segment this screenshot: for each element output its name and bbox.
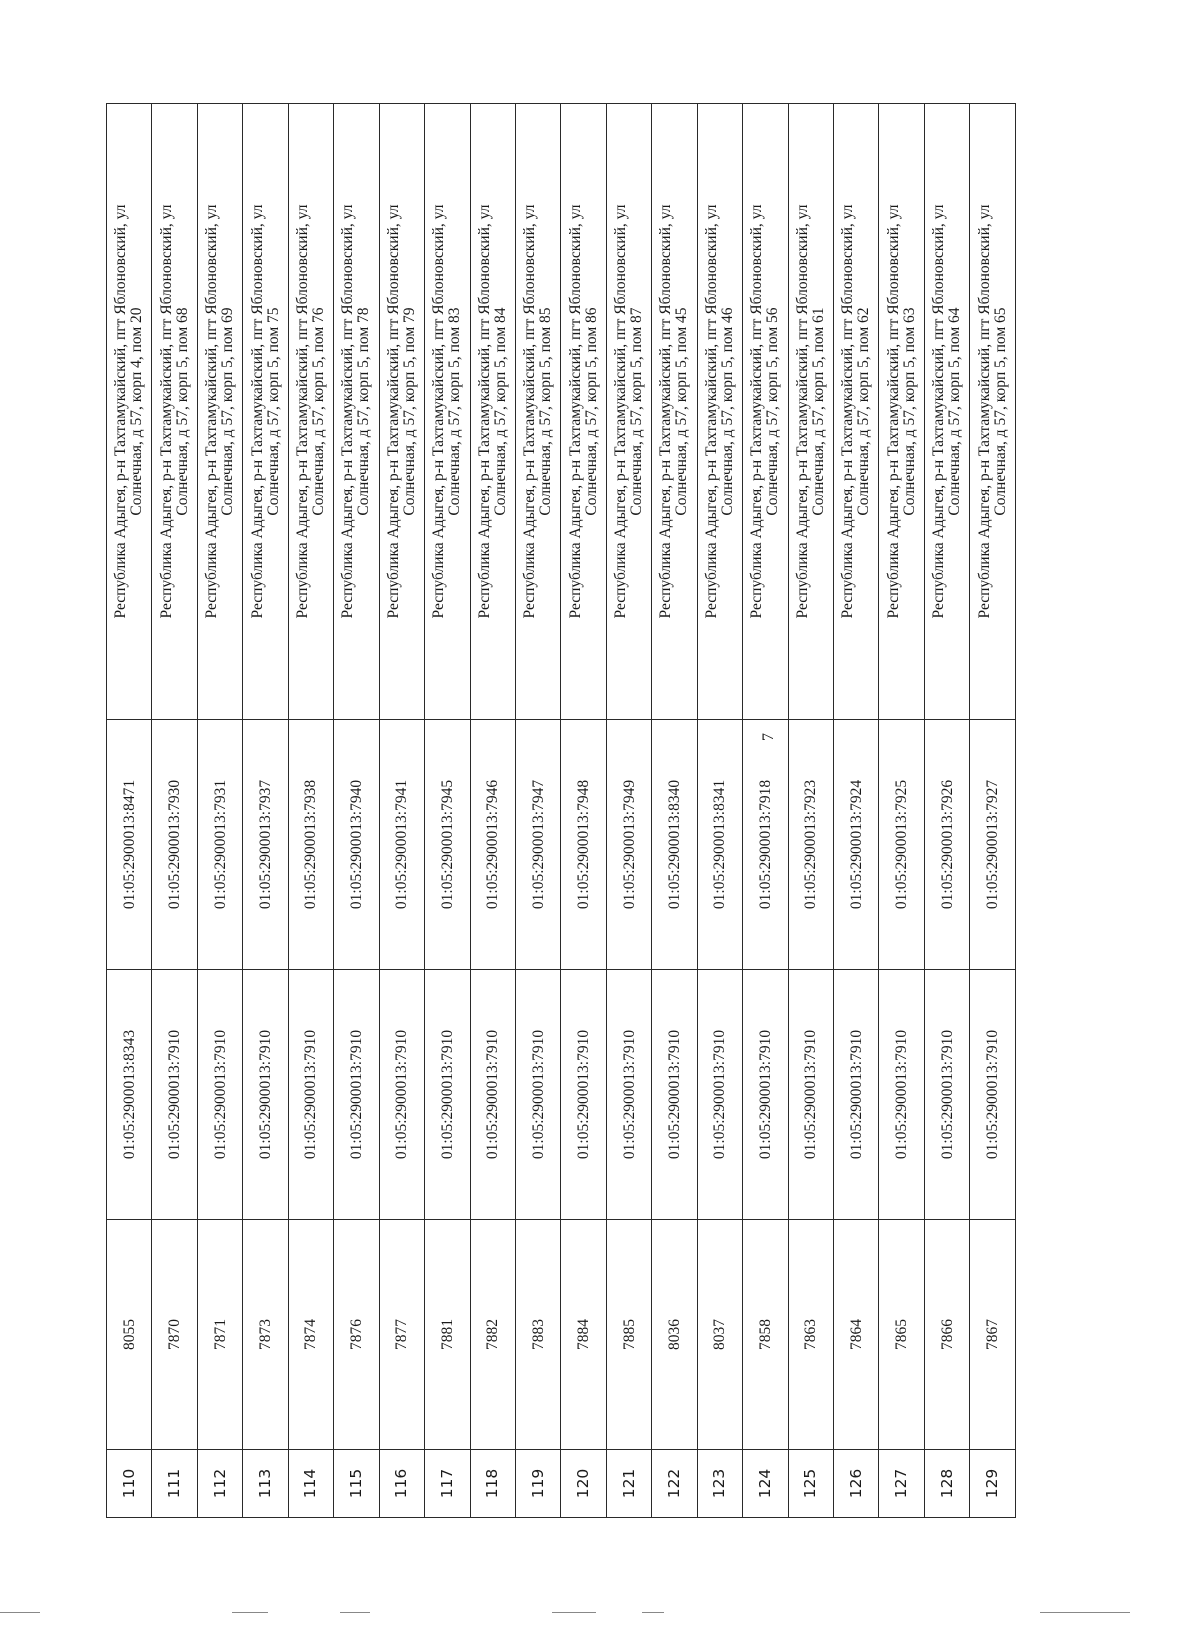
row-number-cell: 125 xyxy=(788,1450,833,1518)
scan-artifact-line xyxy=(1040,1612,1130,1613)
object-id-cell: 8037 xyxy=(697,1220,742,1450)
table-row xyxy=(743,104,788,1518)
address-cell xyxy=(561,104,606,720)
address-cell xyxy=(879,104,924,720)
parent-cadastral-number-cell: 01:05:2900013:7910 xyxy=(788,970,833,1220)
parent-cadastral-number-cell: 01:05:2900013:7910 xyxy=(470,970,515,1220)
object-id-cell: 8036 xyxy=(652,1220,697,1450)
row-number-cell: 128 xyxy=(924,1450,969,1518)
address-cell xyxy=(515,104,560,720)
parent-cadastral-number-cell: 01:05:2900013:7910 xyxy=(606,970,651,1220)
parent-cadastral-number-cell: 01:05:2900013:7910 xyxy=(152,970,197,1220)
object-id-cell: 7876 xyxy=(334,1220,379,1450)
address-line-1: Республика Адыгея, р-н Тахтамукайский, пгт Яблоновский, ул xyxy=(748,204,766,619)
page-number: 7 xyxy=(760,733,777,741)
parent-cadastral-number-cell: 01:05:2900013:7910 xyxy=(334,970,379,1220)
cadastral-number-cell: 01:05:2900013:7927 xyxy=(970,720,1016,970)
row-number-cell: 114 xyxy=(288,1450,333,1518)
table-row xyxy=(515,104,560,1518)
table-row xyxy=(470,104,515,1518)
cadastral-number-cell: 01:05:2900013:7925 xyxy=(879,720,924,970)
object-id-cell: 7882 xyxy=(470,1220,515,1450)
object-id-cell: 7866 xyxy=(924,1220,969,1450)
address-cell xyxy=(606,104,651,720)
address-line-1: Республика Адыгея, р-н Тахтамукайский, пгт Яблоновский, ул xyxy=(112,204,130,619)
object-id-cell: 7858 xyxy=(743,1220,788,1450)
address-line-2: Солнечная, д 57, корп 5, пом 86 xyxy=(582,307,600,516)
row-number-cell: 119 xyxy=(515,1450,560,1518)
table-row xyxy=(107,104,152,1518)
address-line-2: Солнечная, д 57, корп 5, пом 56 xyxy=(764,307,782,516)
object-id-cell: 7863 xyxy=(788,1220,833,1450)
address-cell xyxy=(107,104,152,720)
rotated-document-page xyxy=(106,104,1016,1518)
address-line-2: Солнечная, д 57, корп 5, пом 83 xyxy=(446,307,464,516)
cadastral-number-cell: 01:05:2900013:7918 xyxy=(743,720,788,970)
table-row xyxy=(197,104,242,1518)
object-id-cell: 7865 xyxy=(879,1220,924,1450)
address-cell xyxy=(425,104,470,720)
address-line-1: Республика Адыгея, р-н Тахтамукайский, пгт Яблоновский, ул xyxy=(793,204,811,619)
row-number-cell: 126 xyxy=(834,1450,879,1518)
address-line-1: Республика Адыгея, р-н Тахтамукайский, пгт Яблоновский, ул xyxy=(521,204,539,619)
address-line-2: Солнечная, д 57, корп 5, пом 79 xyxy=(400,307,418,516)
row-number-cell: 122 xyxy=(652,1450,697,1518)
row-number-cell: 112 xyxy=(197,1450,242,1518)
address-line-1: Республика Адыгея, р-н Тахтамукайский, пгт Яблоновский, ул xyxy=(839,204,857,619)
parent-cadastral-number-cell: 01:05:2900013:7910 xyxy=(515,970,560,1220)
parent-cadastral-number-cell: 01:05:2900013:7910 xyxy=(970,970,1016,1220)
table-row xyxy=(379,104,424,1518)
cadastral-number-cell: 01:05:2900013:7945 xyxy=(425,720,470,970)
parent-cadastral-number-cell: 01:05:2900013:8343 xyxy=(107,970,152,1220)
address-cell xyxy=(243,104,288,720)
object-id-cell: 7874 xyxy=(288,1220,333,1450)
object-id-cell: 7864 xyxy=(834,1220,879,1450)
table-row xyxy=(788,104,833,1518)
table-body xyxy=(107,104,1016,1518)
cadastral-number-cell: 01:05:2900013:7940 xyxy=(334,720,379,970)
row-number-cell: 120 xyxy=(561,1450,606,1518)
parent-cadastral-number-cell: 01:05:2900013:7910 xyxy=(834,970,879,1220)
cadastral-number-cell: 01:05:2900013:7924 xyxy=(834,720,879,970)
parent-cadastral-number-cell: 01:05:2900013:7910 xyxy=(652,970,697,1220)
parent-cadastral-number-cell: 01:05:2900013:7910 xyxy=(697,970,742,1220)
scan-artifact-line xyxy=(232,1612,268,1613)
address-line-2: Солнечная, д 57, корп 5, пом 63 xyxy=(900,307,918,516)
address-line-1: Республика Адыгея, р-н Тахтамукайский, пгт Яблоновский, ул xyxy=(612,204,630,619)
address-line-2: Солнечная, д 57, корп 5, пом 68 xyxy=(173,307,191,516)
cadastral-number-cell: 01:05:2900013:7926 xyxy=(924,720,969,970)
address-line-1: Республика Адыгея, р-н Тахтамукайский, пгт Яблоновский, ул xyxy=(430,204,448,619)
address-line-2: Солнечная, д 57, корп 5, пом 61 xyxy=(809,307,827,516)
parent-cadastral-number-cell: 01:05:2900013:7910 xyxy=(743,970,788,1220)
address-cell xyxy=(652,104,697,720)
address-cell xyxy=(470,104,515,720)
parent-cadastral-number-cell: 01:05:2900013:7910 xyxy=(288,970,333,1220)
address-line-1: Республика Адыгея, р-н Тахтамукайский, пгт Яблоновский, ул xyxy=(930,204,948,619)
address-line-2: Солнечная, д 57, корп 5, пом 84 xyxy=(491,307,509,516)
scan-artifact-line xyxy=(0,1612,40,1613)
table-row xyxy=(924,104,969,1518)
address-line-2: Солнечная, д 57, корп 5, пом 76 xyxy=(309,307,327,516)
cadastral-number-cell: 01:05:2900013:7946 xyxy=(470,720,515,970)
address-cell xyxy=(334,104,379,720)
cadastral-number-cell: 01:05:2900013:7931 xyxy=(197,720,242,970)
row-number-cell: 110 xyxy=(107,1450,152,1518)
cadastral-number-cell: 01:05:2900013:7938 xyxy=(288,720,333,970)
address-line-2: Солнечная, д 57, корп 5, пом 69 xyxy=(219,307,237,516)
address-cell xyxy=(788,104,833,720)
address-cell xyxy=(197,104,242,720)
table-row xyxy=(152,104,197,1518)
table-row xyxy=(561,104,606,1518)
parent-cadastral-number-cell: 01:05:2900013:7910 xyxy=(243,970,288,1220)
address-line-1: Республика Адыгея, р-н Тахтамукайский, пгт Яблоновский, ул xyxy=(339,204,357,619)
table-row xyxy=(834,104,879,1518)
table-row xyxy=(243,104,288,1518)
address-line-1: Республика Адыгея, р-н Тахтамукайский, пгт Яблоновский, ул xyxy=(884,204,902,619)
row-number-cell: 121 xyxy=(606,1450,651,1518)
object-id-cell: 7884 xyxy=(561,1220,606,1450)
address-line-2: Солнечная, д 57, корп 5, пом 45 xyxy=(673,307,691,516)
parent-cadastral-number-cell: 01:05:2900013:7910 xyxy=(879,970,924,1220)
table-row xyxy=(606,104,651,1518)
object-id-cell: 7885 xyxy=(606,1220,651,1450)
parent-cadastral-number-cell: 01:05:2900013:7910 xyxy=(379,970,424,1220)
address-cell xyxy=(924,104,969,720)
object-id-cell: 7881 xyxy=(425,1220,470,1450)
scan-artifact-line xyxy=(340,1612,370,1613)
address-line-1: Республика Адыгея, р-н Тахтамукайский, пгт Яблоновский, ул xyxy=(566,204,584,619)
cadastral-number-cell: 01:05:2900013:7941 xyxy=(379,720,424,970)
address-cell xyxy=(970,104,1016,720)
row-number-cell: 117 xyxy=(425,1450,470,1518)
object-id-cell: 7883 xyxy=(515,1220,560,1450)
parent-cadastral-number-cell: 01:05:2900013:7910 xyxy=(924,970,969,1220)
address-line-2: Солнечная, д 57, корп 5, пом 65 xyxy=(991,307,1009,516)
table-row xyxy=(879,104,924,1518)
address-line-2: Солнечная, д 57, корп 5, пом 85 xyxy=(537,307,555,516)
address-line-1: Республика Адыгея, р-н Тахтамукайский, пгт Яблоновский, ул xyxy=(657,204,675,619)
address-line-1: Республика Адыгея, р-н Тахтамукайский, пгт Яблоновский, ул xyxy=(384,204,402,619)
address-line-1: Республика Адыгея, р-н Тахтамукайский, пгт Яблоновский, ул xyxy=(702,204,720,619)
address-line-2: Солнечная, д 57, корп 5, пом 64 xyxy=(946,307,964,516)
object-id-cell: 8055 xyxy=(107,1220,152,1450)
cadastral-table xyxy=(106,103,1016,1518)
object-id-cell: 7867 xyxy=(970,1220,1016,1450)
row-number-cell: 129 xyxy=(970,1450,1016,1518)
row-number-cell: 116 xyxy=(379,1450,424,1518)
row-number-cell: 111 xyxy=(152,1450,197,1518)
address-cell xyxy=(834,104,879,720)
address-line-2: Солнечная, д 57, корп 5, пом 87 xyxy=(628,307,646,516)
cadastral-number-cell: 01:05:2900013:7948 xyxy=(561,720,606,970)
address-cell xyxy=(152,104,197,720)
object-id-cell: 7871 xyxy=(197,1220,242,1450)
table-row xyxy=(334,104,379,1518)
address-line-1: Республика Адыгея, р-н Тахтамукайский, пгт Яблоновский, ул xyxy=(248,204,266,619)
scan-artifact-line xyxy=(552,1612,596,1613)
table-row xyxy=(425,104,470,1518)
address-line-2: Солнечная, д 57, корп 5, пом 75 xyxy=(264,307,282,516)
row-number-cell: 124 xyxy=(743,1450,788,1518)
cadastral-number-cell: 01:05:2900013:7949 xyxy=(606,720,651,970)
object-id-cell: 7873 xyxy=(243,1220,288,1450)
parent-cadastral-number-cell: 01:05:2900013:7910 xyxy=(425,970,470,1220)
cadastral-number-cell: 01:05:2900013:8341 xyxy=(697,720,742,970)
address-line-2: Солнечная, д 57, корп 4, пом 20 xyxy=(128,307,146,516)
table-row xyxy=(652,104,697,1518)
table-row xyxy=(288,104,333,1518)
address-line-2: Солнечная, д 57, корп 5, пом 46 xyxy=(718,307,736,516)
table-row xyxy=(697,104,742,1518)
row-number-cell: 118 xyxy=(470,1450,515,1518)
cadastral-number-cell: 01:05:2900013:8471 xyxy=(107,720,152,970)
parent-cadastral-number-cell: 01:05:2900013:7910 xyxy=(561,970,606,1220)
address-line-1: Республика Адыгея, р-н Тахтамукайский, пгт Яблоновский, ул xyxy=(293,204,311,619)
object-id-cell: 7877 xyxy=(379,1220,424,1450)
cadastral-number-cell: 01:05:2900013:7947 xyxy=(515,720,560,970)
cadastral-number-cell: 01:05:2900013:8340 xyxy=(652,720,697,970)
cadastral-number-cell: 01:05:2900013:7937 xyxy=(243,720,288,970)
cadastral-number-cell: 01:05:2900013:7930 xyxy=(152,720,197,970)
address-line-1: Республика Адыгея, р-н Тахтамукайский, пгт Яблоновский, ул xyxy=(157,204,175,619)
table-row xyxy=(970,104,1016,1518)
cadastral-number-cell: 01:05:2900013:7923 xyxy=(788,720,833,970)
address-line-1: Республика Адыгея, р-н Тахтамукайский, пгт Яблоновский, ул xyxy=(475,204,493,619)
address-line-2: Солнечная, д 57, корп 5, пом 78 xyxy=(355,307,373,516)
parent-cadastral-number-cell: 01:05:2900013:7910 xyxy=(197,970,242,1220)
address-cell xyxy=(697,104,742,720)
row-number-cell: 115 xyxy=(334,1450,379,1518)
address-line-2: Солнечная, д 57, корп 5, пом 62 xyxy=(855,307,873,516)
scan-artifact-line xyxy=(642,1612,664,1613)
row-number-cell: 127 xyxy=(879,1450,924,1518)
address-line-1: Республика Адыгея, р-н Тахтамукайский, пгт Яблоновский, ул xyxy=(975,204,993,619)
address-line-1: Республика Адыгея, р-н Тахтамукайский, пгт Яблоновский, ул xyxy=(203,204,221,619)
row-number-cell: 113 xyxy=(243,1450,288,1518)
object-id-cell: 7870 xyxy=(152,1220,197,1450)
address-cell xyxy=(743,104,788,720)
row-number-cell: 123 xyxy=(697,1450,742,1518)
address-cell xyxy=(288,104,333,720)
address-cell xyxy=(379,104,424,720)
